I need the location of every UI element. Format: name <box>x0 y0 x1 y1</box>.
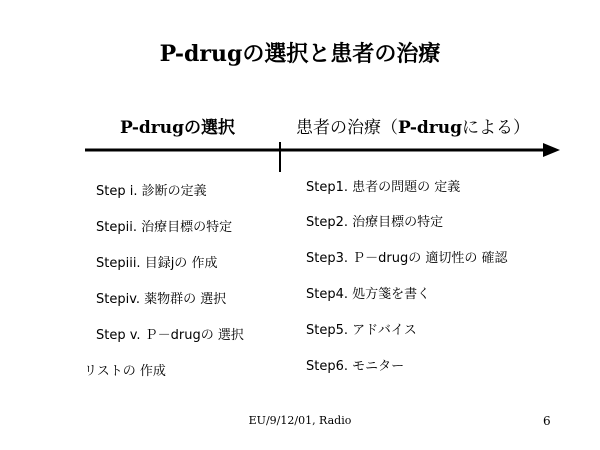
left-step-4: Stepiv. 薬物群の 選択 <box>96 292 227 307</box>
right-step-6: Step6. モニター <box>306 359 405 374</box>
right-step-4: Step4. 処方箋を書く <box>306 287 431 302</box>
arrow-head-icon <box>543 143 560 157</box>
left-step-2: Stepii. 治療目標の特定 <box>96 220 233 235</box>
right-heading-main: 患者の治療 <box>296 118 381 138</box>
slide-footer: EU/9/12/01, Radio <box>248 414 352 427</box>
left-step-1: Step i. 診断の定義 <box>96 184 207 199</box>
right-step-2: Step2. 治療目標の特定 <box>306 215 444 230</box>
right-heading-paren: （ <box>381 118 398 138</box>
slide-title: P-drugの選択と患者の治療 <box>159 41 441 67</box>
left-step-6: リストの 作成 <box>84 364 166 379</box>
right-step-3: Step3. Ｐ－drugの 適切性の 確認 <box>306 251 508 266</box>
right-heading-drug: P-drug <box>398 118 462 138</box>
page-number: 6 <box>543 414 551 428</box>
left-column-heading: P-drugの選択 <box>120 118 235 138</box>
right-heading-suffix: による） <box>462 118 530 138</box>
left-step-5: Step v. Ｐ－drugの 選択 <box>96 328 244 343</box>
left-step-3: Stepiii. 目録jの 作成 <box>96 256 218 271</box>
right-step-5: Step5. アドバイス <box>306 323 417 338</box>
right-column-heading <box>296 113 530 138</box>
right-step-1: Step1. 患者の問題の 定義 <box>306 180 461 195</box>
timeline-arrow <box>85 142 560 174</box>
